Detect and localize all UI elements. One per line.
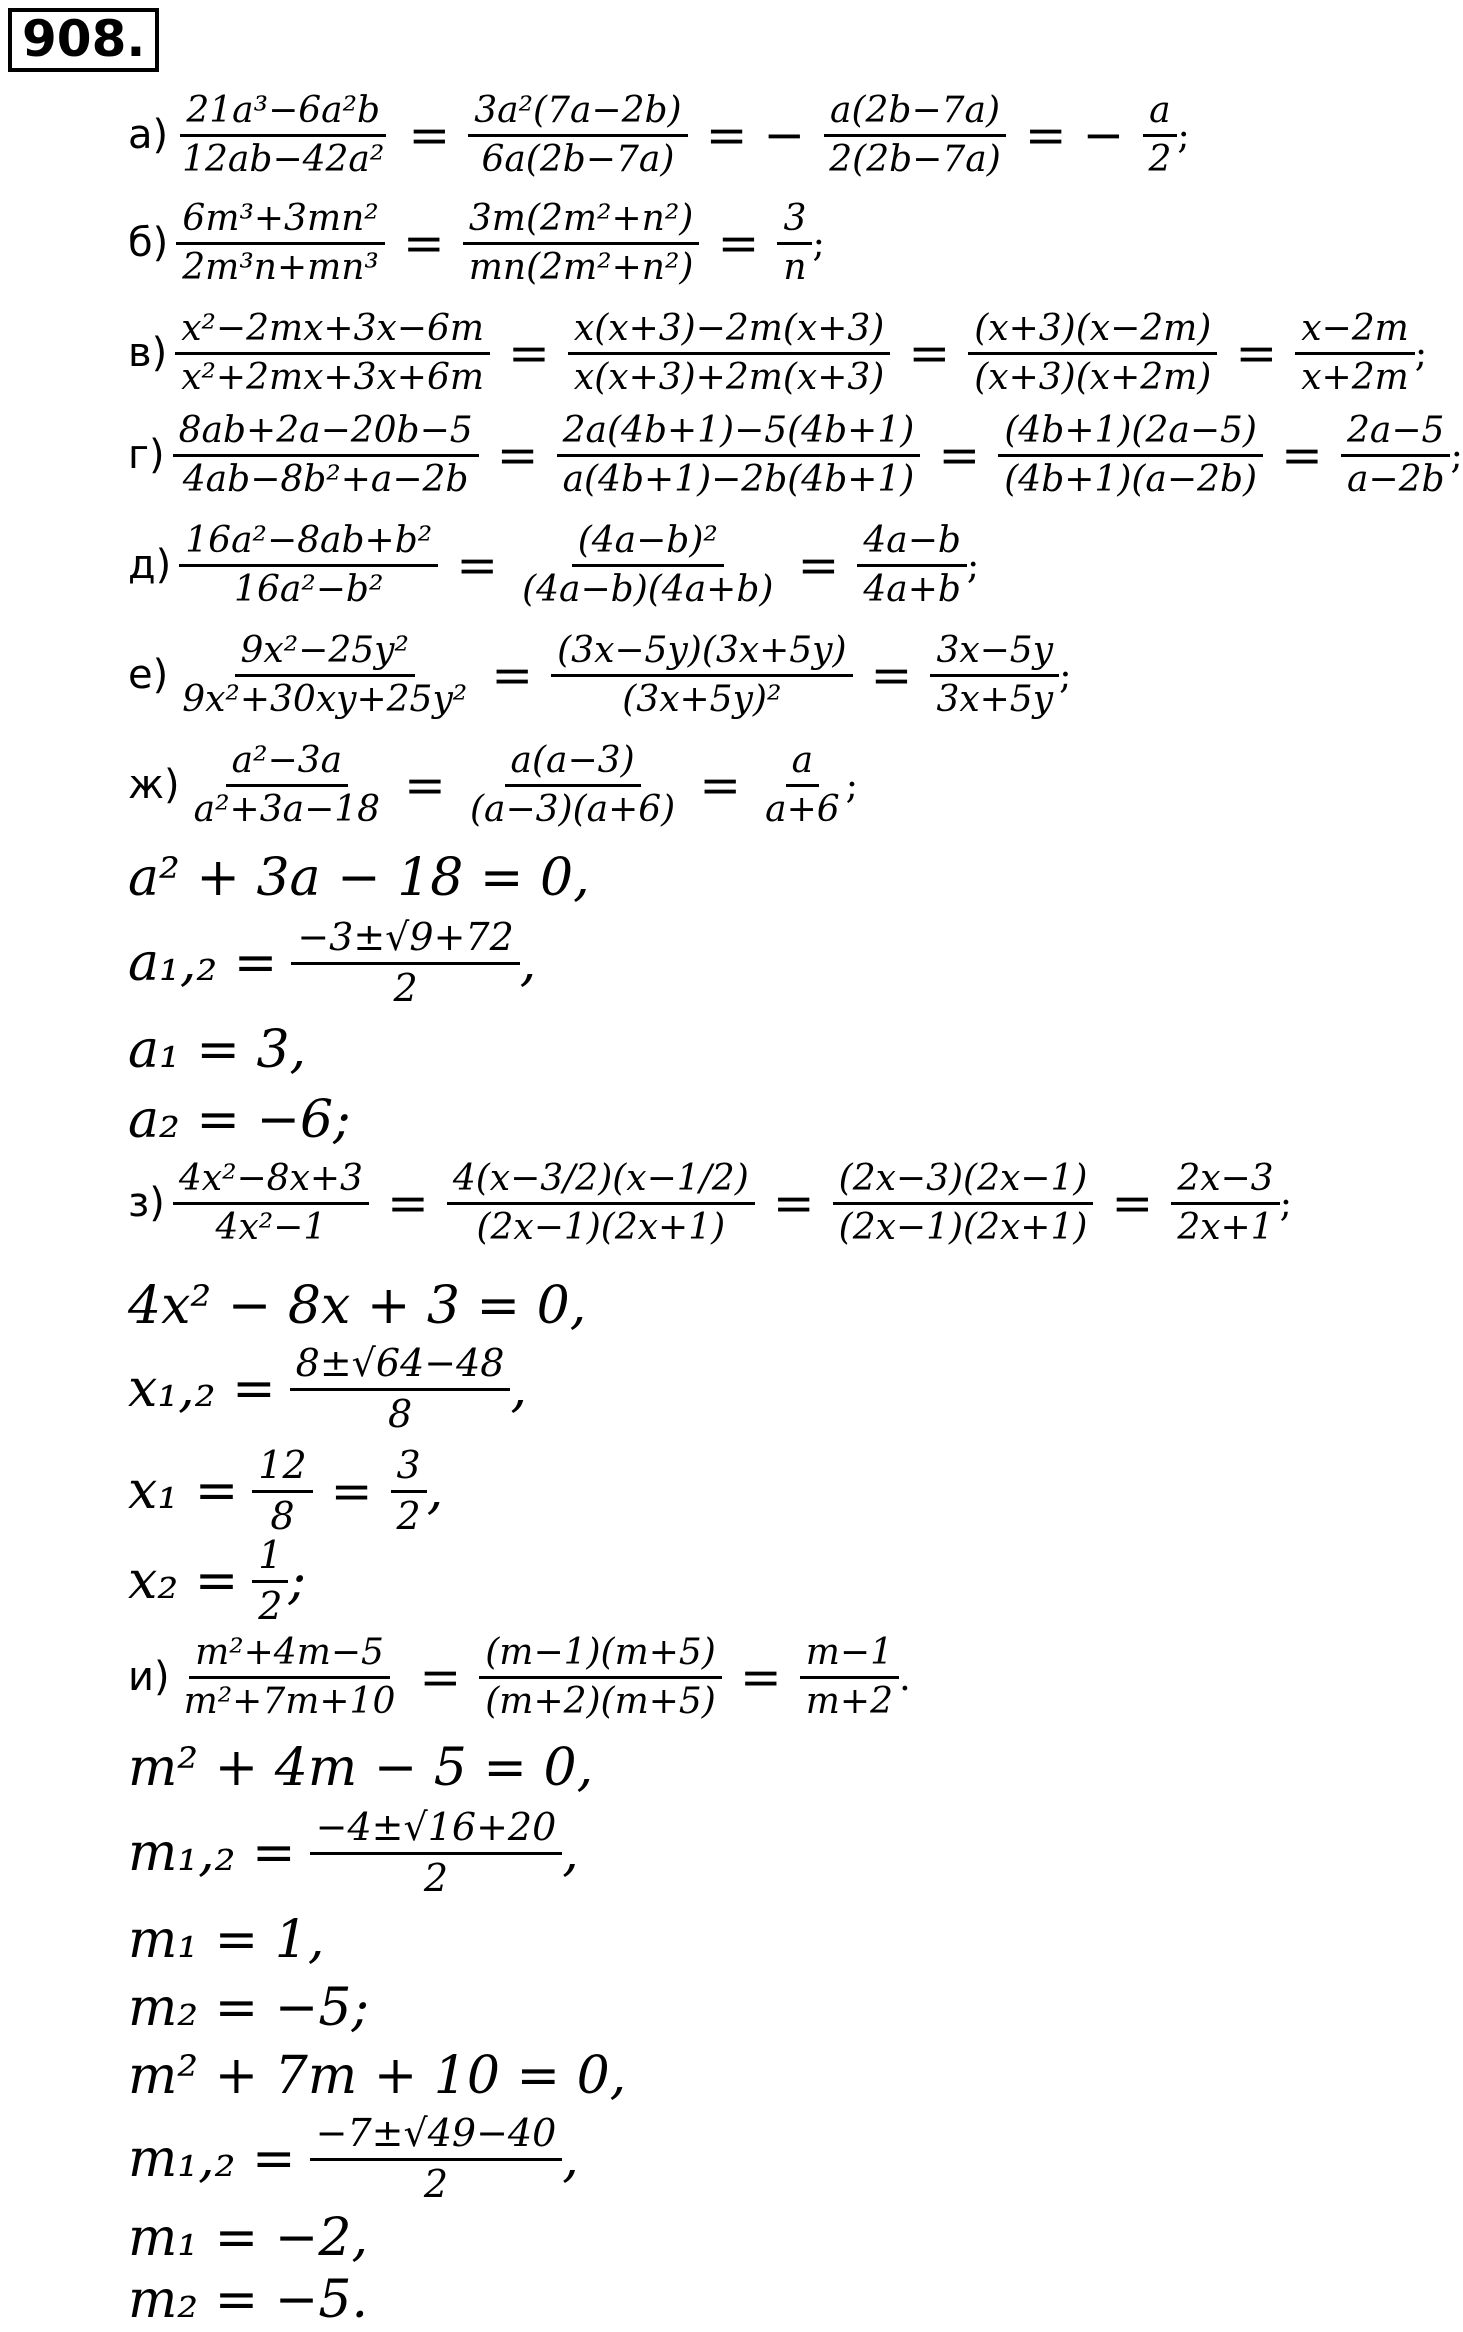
fraction: $\frac{1}{2}$ xyxy=(252,1536,288,1627)
fraction: $\frac{\text{3a²(7a−2b)}}{6a(2b-7a)}$ xyxy=(468,92,687,179)
root-1: m₁ = −2, xyxy=(128,2208,368,2268)
fraction: $\frac{\text{6m³+3mn²}}{\text{2m³n+mn³}}$ xyxy=(176,200,385,287)
part-z: з) $\frac{\text{4x²−8x+3}}{\text{4x²−1}}$ = $\frac{4(x-3/2)(x-1/2)}{(2x-1)(2x+1)}$ = $\frac{(2x-3)(2x-1)}{(2x-1)(2x+1)}$ = $\frac{2x-3}{2x+1}$ ; xyxy=(128,1158,1293,1248)
fraction: $\frac{\text{3m(2m²+n²)}}{\text{mn(2m²+n²)}}$ xyxy=(463,200,700,287)
problem-number: 908. xyxy=(8,8,159,72)
root-1: m₁ = 1, xyxy=(128,1910,325,1970)
fraction: $\frac{\text{x²−2mx+3x−6m}}{\text{x²+2mx+3x+6m}}$ xyxy=(175,310,490,397)
root-1: a₁ = 3, xyxy=(128,1020,307,1080)
fraction: $\frac{a}{2}$ xyxy=(1142,92,1177,179)
fraction: $\frac{2a(4b+1)-5(4b+1)}{a(4b+1)-2b(4b+1)}$ xyxy=(557,412,921,499)
part-z-label: з) xyxy=(128,1180,165,1227)
fraction: $\frac{4a-b}{4a+b}$ xyxy=(857,522,967,609)
part-zh-label: ж) xyxy=(128,762,180,809)
root-2: a₂ = −6; xyxy=(128,1090,351,1150)
part-e: е) $\frac{\text{9x²−25y²}}{\text{9x²+30xy+25y²}}$ = $\frac{(3x-5y)(3x+5y)}{\text{(3x+5y)²}}$ = $\frac{3x-5y}{3x+5y}$ ; xyxy=(128,630,1072,720)
fraction: $\frac{2a-5}{a-2b}$ xyxy=(1341,412,1451,499)
equation-line: m² + 4m − 5 = 0, xyxy=(128,1738,594,1798)
fraction: $\frac{2x-3}{2x+1}$ xyxy=(1171,1160,1279,1247)
part-v: в) $\frac{\text{x²−2mx+3x−6m}}{\text{x²+2mx+3x+6m}}$ = $\frac{x(x+3)-2m(x+3)}{x(x+3)+2m(x+3)}$ = $\frac{(x+3)(x-2m)}{(x+3)(x+2m)}$ = $\frac{x-2m}{x+2m}$ ; xyxy=(128,308,1428,398)
fraction: $\frac{x(x+3)-2m(x+3)}{x(x+3)+2m(x+3)}$ xyxy=(568,310,890,397)
fraction: $\frac{(3x-5y)(3x+5y)}{\text{(3x+5y)²}}$ xyxy=(551,632,852,719)
equation-line: 4x² − 8x + 3 = 0, xyxy=(128,1276,587,1336)
roots-formula: x₁,₂ = $\frac{8\pm√64-48}{8}$ , xyxy=(128,1341,527,1436)
part-g: г) $\frac{8ab+2a-20b-5}{\text{4ab−8b²+a−2b}}$ = $\frac{2a(4b+1)-5(4b+1)}{a(4b+1)-2b(4b+1)}$ = $\frac{(4b+1)(2a-5)}{(4b+1)(a-2b)}$ = $\frac{2a-5}{a-2b}$ ; xyxy=(128,410,1463,500)
fraction: $\frac{(x+3)(x-2m)}{(x+3)(x+2m)}$ xyxy=(968,310,1217,397)
fraction: $\frac{a}{a+6}$ xyxy=(765,740,840,830)
fraction: $\frac{\text{9x²−25y²}}{\text{9x²+30xy+25y²}}$ xyxy=(182,630,468,720)
fraction: $\frac{12}{8}$ xyxy=(252,1446,312,1537)
fraction: $\frac{(4b+1)(2a-5)}{(4b+1)(a-2b)}$ xyxy=(998,412,1263,499)
part-v-label: в) xyxy=(128,330,168,377)
part-b: б) $\frac{\text{6m³+3mn²}}{\text{2m³n+mn³}}$ = $\frac{\text{3m(2m²+n²)}}{\text{mn(2m²+n²)}}$ = $\frac{3}{n}$ ; xyxy=(128,198,825,288)
root-1: x₁ = $\frac{12}{8}$ = $\frac{3}{2}$ , xyxy=(128,1443,444,1538)
part-d-label: д) xyxy=(128,542,172,589)
fraction: $\frac{\text{4x²−8x+3}}{\text{4x²−1}}$ xyxy=(173,1160,369,1247)
part-zh: ж) $\frac{\text{a²−3a}}{\text{a²+3a−18}}$ = $\frac{a(a-3)}{(a-3)(a+6)}$ = $\frac{a}{a+6}$ ; xyxy=(128,740,859,830)
fraction: $\frac{a(2b-7a)}{2(2b-7a)}$ xyxy=(823,92,1006,179)
fraction: $\frac{\text{a²−3a}}{\text{a²+3a−18}}$ xyxy=(193,740,381,830)
fraction: $\frac{4(x-3/2)(x-1/2)}{(2x-1)(2x+1)}$ xyxy=(447,1160,755,1247)
fraction: $\frac{3x-5y}{3x+5y}$ xyxy=(930,632,1059,719)
fraction: $\frac{x-2m}{x+2m}$ xyxy=(1295,310,1415,397)
part-e-label: е) xyxy=(128,652,169,699)
part-i-label: и) xyxy=(128,1654,170,1701)
fraction: $\frac{-4\pm√16+20}{2}$ xyxy=(310,1808,563,1899)
root-2: m₂ = −5; xyxy=(128,1978,369,2038)
fraction: $\frac{\text{16a²−8ab+b²}}{\text{16a²−b²}}$ xyxy=(179,522,438,609)
fraction: $\frac{(m-1)(m+5)}{(m+2)(m+5)}$ xyxy=(479,1634,722,1721)
roots-formula: m₁,₂ = $\frac{-7\pm√49-40}{2}$ , xyxy=(128,2111,579,2206)
fraction: $\frac{\text{21a³−6a²b}}{\text{12ab−42a²}}$ xyxy=(182,90,385,180)
fraction: $\frac{-3\pm√9+72}{2}$ xyxy=(291,918,519,1009)
equation-line: a² + 3a − 18 = 0, xyxy=(128,848,590,908)
roots-formula: a₁,₂ = $\frac{-3\pm√9+72}{2}$ , xyxy=(128,915,537,1010)
fraction: $\frac{3}{2}$ xyxy=(391,1446,427,1537)
fraction: $\frac{\text{m²+4m−5}}{\text{m²+7m+10}}$ xyxy=(183,1632,396,1722)
fraction: $\frac{8ab+2a-20b-5}{\text{4ab−8b²+a−2b}}$ xyxy=(173,412,479,499)
fraction: $\frac{8\pm√64-48}{8}$ xyxy=(290,1344,511,1435)
part-g-label: г) xyxy=(128,432,165,479)
root-2: x₂ = $\frac{1}{2}$ ; xyxy=(128,1533,306,1628)
fraction: $\frac{3}{n}$ xyxy=(777,200,812,287)
root-2: m₂ = −5. xyxy=(128,2270,368,2330)
fraction: $\frac{m-1}{m+2}$ xyxy=(800,1634,899,1721)
part-a: а) $\frac{\text{21a³−6a²b}}{\text{12ab−42a²}}$ = $\frac{\text{3a²(7a−2b)}}{6a(2b-7a)}$ = − $\frac{a(2b-7a)}{2(2b-7a)}$ = − $\frac{a}{2}$ ; xyxy=(128,90,1190,180)
part-a-label: а) xyxy=(128,112,169,159)
fraction: $\frac{-7\pm√49-40}{2}$ xyxy=(310,2114,563,2205)
part-d: д) $\frac{\text{16a²−8ab+b²}}{\text{16a²−b²}}$ = $\frac{\text{(4a−b)²}}{(4a-b)(4a+b)}$ = $\frac{4a-b}{4a+b}$ ; xyxy=(128,520,980,610)
fraction: $\frac{(2x-3)(2x-1)}{(2x-1)(2x+1)}$ xyxy=(833,1160,1094,1247)
fraction: $\frac{a(a-3)}{(a-3)(a+6)}$ xyxy=(469,740,676,830)
fraction: $\frac{\text{(4a−b)²}}{(4a-b)(4a+b)}$ xyxy=(522,520,774,610)
equation-line: m² + 7m + 10 = 0, xyxy=(128,2046,627,2106)
roots-formula: m₁,₂ = $\frac{-4\pm√16+20}{2}$ , xyxy=(128,1805,579,1900)
part-i: и) $\frac{\text{m²+4m−5}}{\text{m²+7m+10}}$ = $\frac{(m-1)(m+5)}{(m+2)(m+5)}$ = $\frac{m-1}{m+2}$ . xyxy=(128,1632,911,1722)
part-b-label: б) xyxy=(128,220,169,267)
